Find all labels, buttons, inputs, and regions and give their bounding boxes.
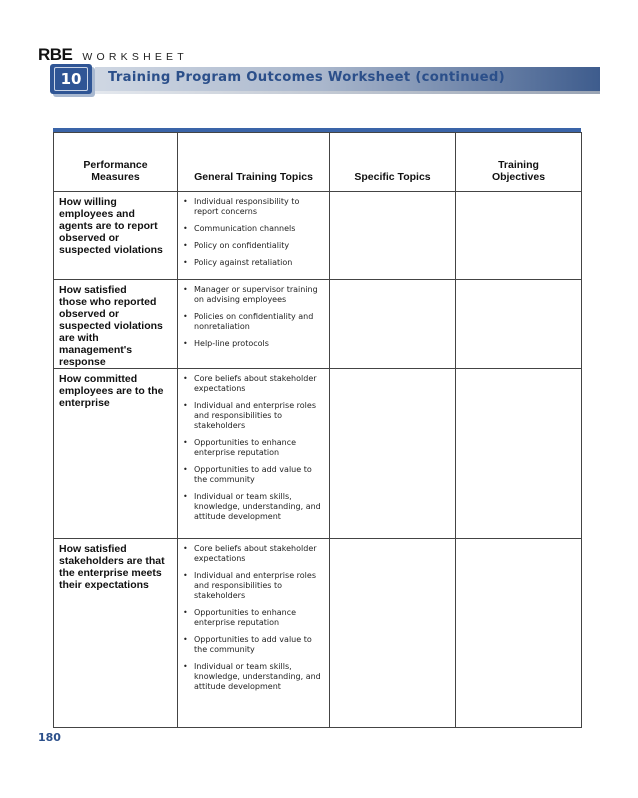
topic-line: knowledge, understanding, and — [194, 502, 321, 511]
section-label: WORKSHEET — [82, 51, 188, 63]
topic-line: • Individual or team skills, — [194, 492, 292, 501]
topic-item — [182, 492, 325, 522]
measure-line: employees and — [59, 208, 135, 220]
topic-line: • Help-line protocols — [194, 339, 269, 348]
topic-item — [182, 374, 325, 394]
topic-list — [182, 374, 325, 522]
topic-line: • Individual responsibility to — [194, 197, 300, 206]
topic-line: the community — [194, 475, 255, 484]
topic-line: report concerns — [194, 207, 258, 216]
topic-line: attitude development — [194, 682, 281, 691]
topic-line: enterprise reputation — [194, 448, 280, 457]
page-number: 180 — [38, 731, 61, 744]
topic-line: • Opportunities to add value to — [194, 465, 312, 474]
topic-line: • Manager or supervisor training — [194, 285, 318, 294]
worksheet-number-badge — [50, 64, 92, 94]
measure-line: How satisfied — [59, 284, 127, 296]
measure-line: How committed — [59, 373, 138, 385]
topic-line: expectations — [194, 554, 246, 563]
topic-line: • Individual and enterprise roles — [194, 401, 316, 410]
column-header-performance-measures — [54, 133, 178, 192]
topic-line: • Core beliefs about stakeholder — [194, 544, 317, 553]
specific-topics-cell[interactable] — [330, 539, 456, 728]
topic-list — [182, 544, 325, 692]
rbe-logo: RBE — [38, 45, 73, 64]
measure-line: agents are to report — [59, 220, 158, 232]
topic-line: • Opportunities to add value to — [194, 635, 312, 644]
topic-line: and responsibilities to — [194, 581, 282, 590]
topic-line: • Policy against retaliation — [194, 258, 293, 267]
topic-line: • Communication channels — [194, 224, 296, 233]
topic-item — [182, 401, 325, 431]
perf-line: Measures — [91, 171, 140, 183]
specific-topics-cell[interactable] — [330, 192, 456, 280]
topic-line: the community — [194, 645, 255, 654]
worksheet-table — [53, 132, 582, 728]
measure-line: suspected violations — [59, 320, 163, 332]
topic-line: attitude development — [194, 512, 281, 521]
measure-line: response — [59, 356, 106, 368]
worksheet-table-wrap — [53, 128, 581, 715]
performance-measure-cell — [54, 539, 178, 728]
worksheet-number: 10 — [54, 67, 88, 91]
topic-line: • Policies on confidentiality and — [194, 312, 314, 321]
topic-line: nonretaliation — [194, 322, 250, 331]
table-row — [54, 539, 582, 728]
measure-line: observed or — [59, 308, 120, 320]
obj-line: Training — [498, 159, 539, 171]
topic-line: stakeholders — [194, 421, 246, 430]
measure-line: are with — [59, 332, 99, 344]
topic-list — [182, 197, 325, 268]
column-header-general-topics: General Training Topics — [178, 133, 330, 192]
general-topics-cell — [178, 539, 330, 728]
measure-line: the enterprise meets — [59, 567, 162, 579]
general-topics-cell — [178, 280, 330, 369]
obj-line: Objectives — [491, 171, 546, 183]
topic-item — [182, 571, 325, 601]
topic-line: stakeholders — [194, 591, 246, 600]
table-row — [54, 280, 582, 369]
topic-item — [182, 224, 325, 234]
measure-line: employees are to the — [59, 385, 164, 397]
topic-item — [182, 285, 325, 305]
perf-line: Performance — [83, 159, 148, 171]
topic-item — [182, 662, 325, 692]
topic-line: • Core beliefs about stakeholder — [194, 374, 317, 383]
topic-item — [182, 438, 325, 458]
performance-measure-cell — [54, 192, 178, 280]
topic-line: and responsibilities to — [194, 411, 282, 420]
topic-line: • Opportunities to enhance — [194, 438, 297, 447]
measure-line: enterprise — [59, 397, 110, 409]
topic-item — [182, 339, 325, 349]
topic-item — [182, 544, 325, 564]
topic-line: • Individual or team skills, — [194, 662, 292, 671]
measure-line: suspected violations — [59, 244, 163, 256]
table-row — [54, 192, 582, 280]
table-row — [54, 369, 582, 539]
table-header-row — [54, 133, 582, 192]
topic-item — [182, 635, 325, 655]
topic-line: • Policy on confidentiality — [194, 241, 290, 250]
page-title: Training Program Outcomes Worksheet (continued) — [108, 70, 505, 85]
performance-measure-cell — [54, 280, 178, 369]
training-objectives-cell[interactable] — [456, 539, 582, 728]
topic-line: expectations — [194, 384, 246, 393]
topic-line: • Individual and enterprise roles — [194, 571, 316, 580]
topic-item — [182, 241, 325, 251]
topic-item — [182, 608, 325, 628]
topic-line: • Opportunities to enhance — [194, 608, 297, 617]
measure-line: management's — [59, 344, 133, 356]
training-objectives-cell[interactable] — [456, 280, 582, 369]
column-header-training-objectives — [456, 133, 582, 192]
topic-item — [182, 312, 325, 332]
topic-list — [182, 285, 325, 349]
performance-measure-cell — [54, 369, 178, 539]
worksheet-header — [38, 45, 188, 65]
title-bar-shadow — [95, 91, 600, 94]
training-objectives-cell[interactable] — [456, 369, 582, 539]
general-topics-cell — [178, 369, 330, 539]
column-header-specific-topics: Specific Topics — [330, 133, 456, 192]
topic-line: knowledge, understanding, and — [194, 672, 321, 681]
specific-topics-cell[interactable] — [330, 280, 456, 369]
specific-topics-cell[interactable] — [330, 369, 456, 539]
training-objectives-cell[interactable] — [456, 192, 582, 280]
topic-item — [182, 258, 325, 268]
topic-line: enterprise reputation — [194, 618, 280, 627]
general-topics-cell — [178, 192, 330, 280]
topic-line: on advising employees — [194, 295, 287, 304]
topic-item — [182, 197, 325, 217]
measure-line: those who reported — [59, 296, 157, 308]
measure-line: their expectations — [59, 579, 149, 591]
topic-item — [182, 465, 325, 485]
measure-line: How satisfied — [59, 543, 127, 555]
measure-line: observed or — [59, 232, 120, 244]
measure-line: stakeholders are that — [59, 555, 165, 567]
measure-line: How willing — [59, 196, 117, 208]
